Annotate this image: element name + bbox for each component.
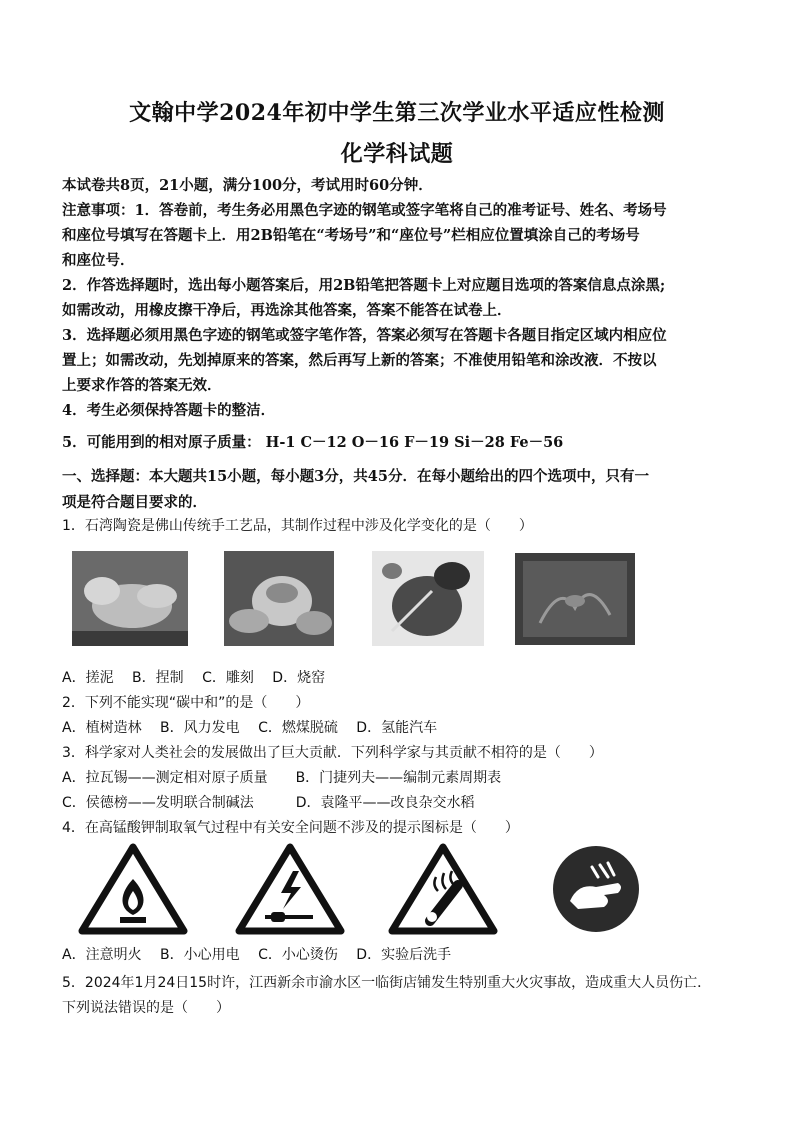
burn-hazard-warning-icon: [388, 843, 498, 935]
question-1-stem: 1．石湾陶瓷是佛山传统手工艺品，其制作过程中涉及化学变化的是（ ）: [62, 518, 533, 534]
instruction-line: 注意事项：1．答卷前，考生务必用黑色字迹的钢笔或签字笔将自己的准考证号、姓名、考场号: [62, 202, 667, 219]
carving-photo: [372, 551, 484, 646]
instruction-line: 3．选择题必须用黑色字迹的钢笔或签字笔作答，答案必须写在答题卡各题目指定区域内相应位: [62, 327, 667, 344]
kiln-firing-photo: [515, 553, 635, 645]
electricity-warning-icon: [235, 843, 345, 935]
question-2-stem: 2．下列不能实现“碳中和”的是（ ）: [62, 695, 310, 711]
exam-subtitle: 化学科试题: [340, 141, 454, 167]
kneading-clay-photo: [72, 551, 188, 646]
instruction-line: 4．考生必须保持答题卡的整洁．: [62, 402, 276, 419]
instruction-line: 上要求作答的答案无效．: [62, 377, 222, 394]
hand-washing-icon: [548, 843, 644, 935]
question-2-options: A．植树造林 B．风力发电 C．燃煤脱硫 D．氢能汽车: [62, 720, 438, 736]
question-4-stem: 4．在高锰酸钾制取氧气过程中有关安全问题不涉及的提示图标是（ ）: [62, 820, 519, 836]
instruction-line: 2．作答选择题时，选出每小题答案后，用2B铅笔把答题卡上对应题目选项的答案信息点涂黑;: [62, 277, 666, 294]
question-1-options: A．搓泥 B．捏制 C．雕刻 D．烧窑: [62, 670, 326, 686]
instruction-line: 和座位号．: [62, 252, 135, 269]
section-heading: 一、选择题：本大题共15小题，每小题3分，共45分．在每小题给出的四个选项中，只有一: [62, 468, 649, 485]
question-5-stem: 5．2024年1月24日15时许，江西新余市渝水区一临街店铺发生特别重大火灾事故，造成重大人员伤亡．: [62, 975, 712, 991]
instruction-line: 置上；如需改动，先划掉原来的答案，然后再写上新的答案；不准使用铅笔和涂改液．不按以: [62, 352, 657, 369]
exam-title: 文翰中学2024年初中学生第三次学业水平适应性检测: [129, 100, 665, 126]
question-4-options: A．注意明火 B．小心用电 C．小心烫伤 D．实验后洗手: [62, 947, 452, 963]
shaping-clay-photo: [224, 551, 334, 646]
instruction-line: 如需改动，用橡皮擦干净后，再选涂其他答案，答案不能答在试卷上．: [62, 302, 512, 319]
question-3-options-ab: A．拉瓦锡——测定相对原子质量 B．门捷列夫——编制元素周期表: [62, 770, 502, 786]
instruction-line: 本试卷共8页，21小题，满分100分，考试用时60分钟．: [62, 177, 433, 194]
section-heading: 项是符合题目要求的．: [62, 494, 207, 511]
atomic-mass-line: 5．可能用到的相对原子质量： H-1 C－12 O－16 F－19 Si－28 Fe－56: [62, 434, 564, 451]
question-3-options-cd: C．侯德榜——发明联合制碱法 D．袁隆平——改良杂交水稻: [62, 795, 475, 811]
question-3-stem: 3．科学家对人类社会的发展做出了巨大贡献．下列科学家与其贡献不相符的是（ ）: [62, 745, 603, 761]
question-5-stem: 下列说法错误的是（ ）: [62, 1000, 230, 1016]
instruction-line: 和座位号填写在答题卡上．用2B铅笔在“考场号”和“座位号”栏相应位置填涂自己的考场号: [62, 227, 640, 244]
open-flame-warning-icon: [78, 843, 188, 935]
